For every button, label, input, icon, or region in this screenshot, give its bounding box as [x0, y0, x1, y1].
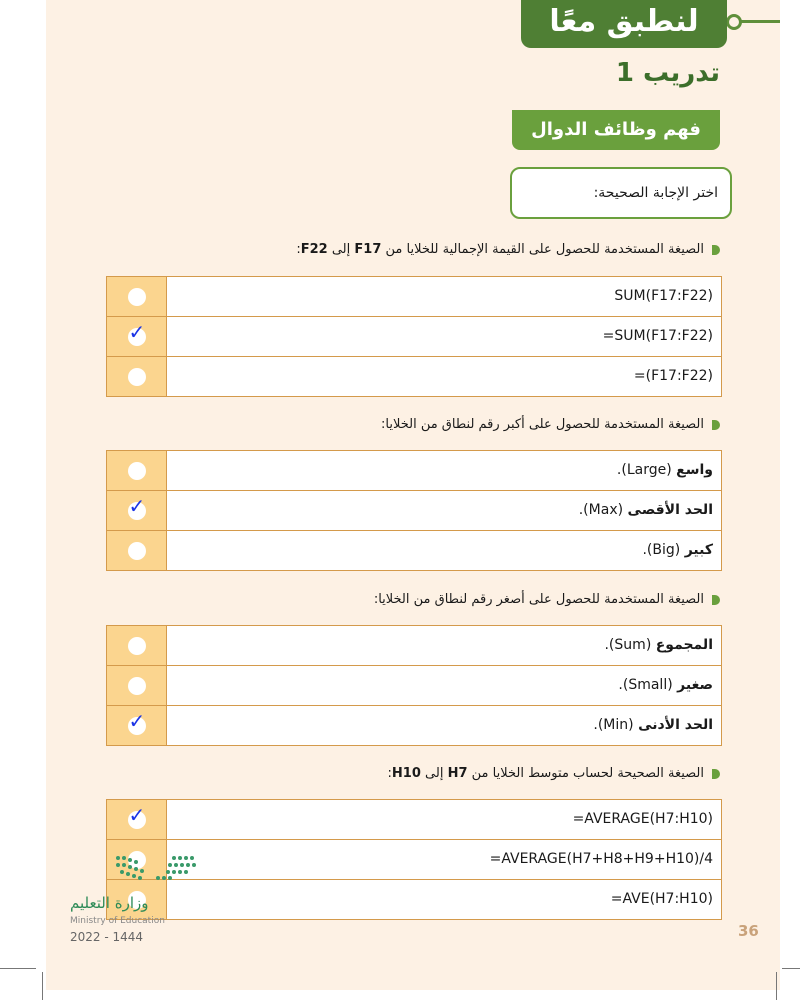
- question-4: الصيغة الصحيحة لحساب متوسط الخلايا من H7 إلى H10:: [388, 766, 720, 781]
- options-table-1: [106, 276, 722, 397]
- radio-circle-icon[interactable]: [128, 493, 146, 520]
- option-selector[interactable]: [107, 491, 167, 530]
- radio-circle-icon[interactable]: [128, 542, 146, 560]
- option-row: [107, 277, 721, 316]
- option-selector[interactable]: [107, 531, 167, 570]
- page-number: 36: [738, 922, 759, 940]
- option-row: [107, 705, 721, 745]
- option-row: [107, 316, 721, 356]
- option-row: [107, 665, 721, 705]
- option-text: SUM(F17:F22): [167, 277, 721, 316]
- option-selector[interactable]: [107, 277, 167, 316]
- bullet-icon: [712, 595, 720, 605]
- logo-name-en: Ministry of Education: [70, 916, 165, 926]
- radio-circle-icon[interactable]: [128, 462, 146, 480]
- option-text: =AVERAGE(H7+H8+H9+H10)/4: [167, 840, 721, 879]
- radio-circle-icon[interactable]: [128, 677, 146, 695]
- option-text: كبير (Big).: [167, 531, 721, 570]
- question-3: الصيغة المستخدمة للحصول على أصغر رقم لنطاق من الخلايا:: [374, 592, 720, 607]
- option-selector[interactable]: [107, 706, 167, 745]
- logo-dots-icon: [114, 852, 204, 888]
- radio-circle-icon[interactable]: [128, 637, 146, 655]
- option-row: [107, 490, 721, 530]
- radio-circle-icon[interactable]: [128, 288, 146, 306]
- crop-mark: [776, 972, 777, 1000]
- instruction-box: [510, 167, 732, 219]
- option-text: الحد الأقصى (Max).: [167, 491, 721, 530]
- logo-year: 2022 - 1444: [70, 930, 144, 944]
- check-mark-icon: ✓: [128, 493, 146, 518]
- option-selector[interactable]: [107, 626, 167, 665]
- crop-mark: [0, 968, 36, 969]
- bullet-icon: [712, 769, 720, 779]
- radio-circle-icon[interactable]: [128, 368, 146, 386]
- option-selector[interactable]: [107, 317, 167, 356]
- check-mark-icon: ✓: [128, 708, 146, 733]
- option-row: [107, 626, 721, 665]
- option-row: [107, 800, 721, 839]
- radio-circle-icon[interactable]: [128, 708, 146, 735]
- header-dot: [726, 14, 742, 30]
- check-mark-icon: ✓: [128, 802, 146, 827]
- option-text: =(F17:F22): [167, 357, 721, 396]
- option-text: =SUM(F17:F22): [167, 317, 721, 356]
- option-selector[interactable]: [107, 666, 167, 705]
- option-selector[interactable]: [107, 800, 167, 839]
- logo-name-ar: وزارة التعليم: [70, 894, 149, 912]
- option-text: واسع (Large).: [167, 451, 721, 490]
- ministry-logo: [70, 850, 210, 950]
- bullet-icon: [712, 245, 720, 255]
- option-text: =AVE(H7:H10): [167, 880, 721, 919]
- radio-circle-icon[interactable]: [128, 802, 146, 829]
- question-1: الصيغة المستخدمة للحصول على القيمة الإجمالية للخلايا من F17 إلى F22:: [296, 242, 720, 257]
- option-selector[interactable]: [107, 357, 167, 396]
- check-mark-icon: ✓: [128, 319, 146, 344]
- crop-mark: [42, 972, 43, 1000]
- option-row: [107, 451, 721, 490]
- option-text: صغير (Small).: [167, 666, 721, 705]
- topic-banner: فهم وظائف الدوال: [512, 110, 720, 150]
- bullet-icon: [712, 420, 720, 430]
- question-2: الصيغة المستخدمة للحصول على أكبر رقم لنطاق من الخلايا:: [381, 417, 720, 432]
- option-text: =AVERAGE(H7:H10): [167, 800, 721, 839]
- option-text: الحد الأدنى (Min).: [167, 706, 721, 745]
- radio-circle-icon[interactable]: [128, 319, 146, 346]
- option-row: [107, 356, 721, 396]
- options-table-3: [106, 625, 722, 746]
- section-badge: لنطبق معًا: [521, 0, 727, 48]
- options-table-2: [106, 450, 722, 571]
- option-text: المجموع (Sum).: [167, 626, 721, 665]
- option-row: [107, 530, 721, 570]
- crop-mark: [782, 968, 800, 969]
- option-selector[interactable]: [107, 451, 167, 490]
- exercise-title: تدريب 1: [615, 58, 720, 88]
- instruction-text: اختر الإجابة الصحيحة:: [593, 185, 718, 201]
